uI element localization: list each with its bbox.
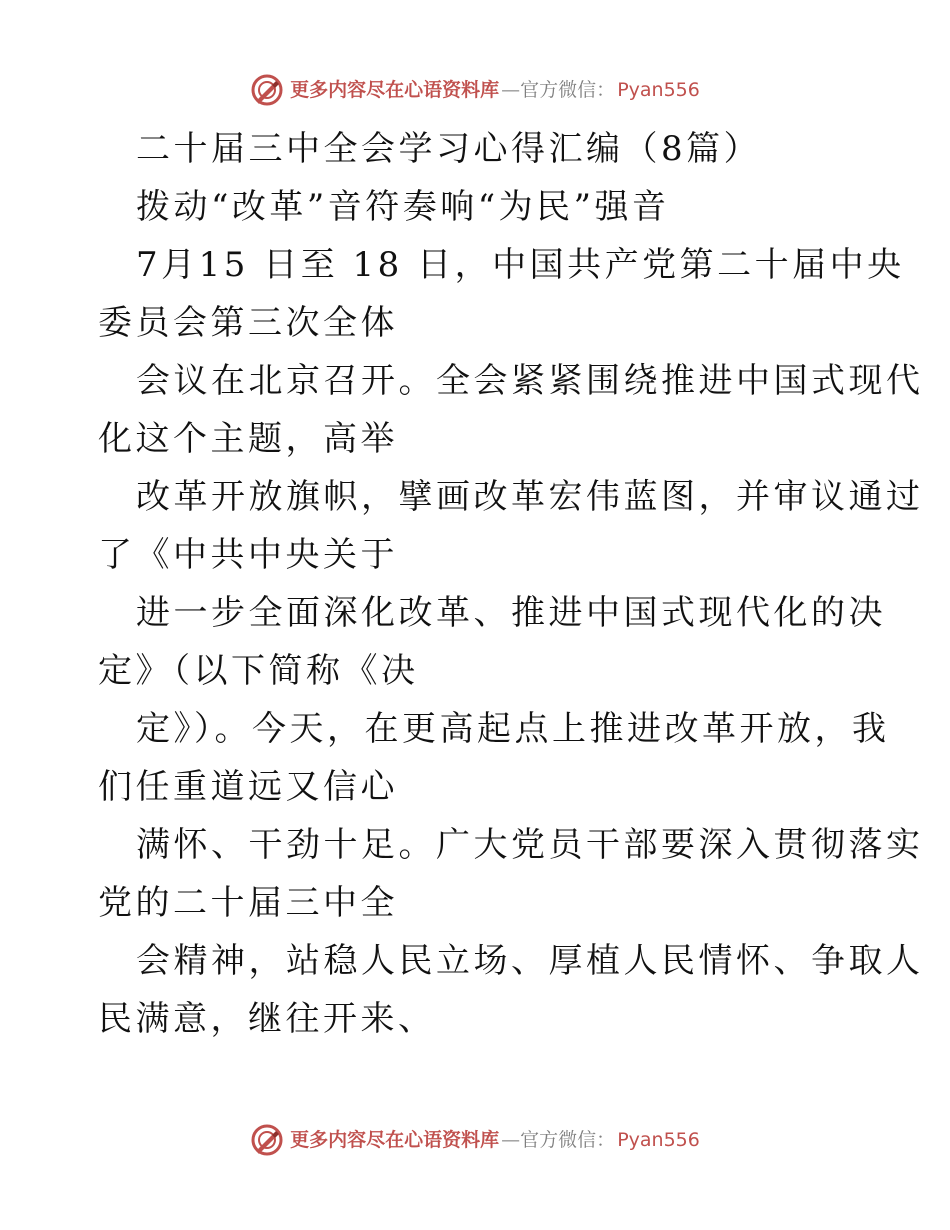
body-line: 们任重道远又信心 (98, 767, 398, 807)
document-title: 二十届三中全会学习心得汇编（8篇） (136, 129, 762, 169)
body-line: 会精神，站稳人民立场、厚植人民情怀、争取人 (136, 941, 924, 981)
footer-wechat-id: Pyan556 (617, 1128, 700, 1151)
body-line: 会议在北京召开。全会紧紧围绕推进中国式现代 (136, 361, 924, 401)
pen-logo-icon (250, 73, 284, 107)
body-line: 委员会第三次全体 (98, 303, 398, 343)
pen-logo-icon (250, 1123, 284, 1157)
header-wechat-id: Pyan556 (617, 78, 700, 101)
body-line: 定》）。今天，在更高起点上推进改革开放，我 (136, 709, 890, 749)
footer-banner (0, 1120, 950, 1160)
body-line: 满怀、干劲十足。广大党员干部要深入贯彻落实 (136, 825, 924, 865)
footer-dash: — (501, 1128, 519, 1151)
body-line: 民满意，继往开来、 (98, 999, 436, 1039)
body-line: 定》（以下简称《决 (98, 651, 419, 691)
footer-text (290, 1128, 700, 1151)
footer-site-text: 更多内容尽在心语资料库 (290, 1128, 500, 1151)
document-subtitle: 拨动“改革”音符奏响“为民”强音 (136, 187, 670, 227)
header-official-text: 官方微信： (520, 78, 616, 101)
body-line: 改革开放旗帜，擘画改革宏伟蓝图，并审议通过 (136, 477, 924, 517)
body-line: 7月15 日至 18 日，中国共产党第二十届中央 (136, 245, 905, 285)
body-line: 了《中共中央关于 (98, 535, 398, 575)
header-dash: — (501, 78, 519, 101)
footer-official-text: 官方微信： (520, 1128, 616, 1151)
document-body (98, 120, 924, 1048)
body-line: 化这个主题，高举 (98, 419, 398, 459)
header-site-text: 更多内容尽在心语资料库 (290, 78, 500, 101)
header-text (290, 78, 700, 101)
body-line: 进一步全面深化改革、推进中国式现代化的决 (136, 593, 886, 633)
header-banner (0, 70, 950, 110)
body-line: 党的二十届三中全 (98, 883, 398, 923)
